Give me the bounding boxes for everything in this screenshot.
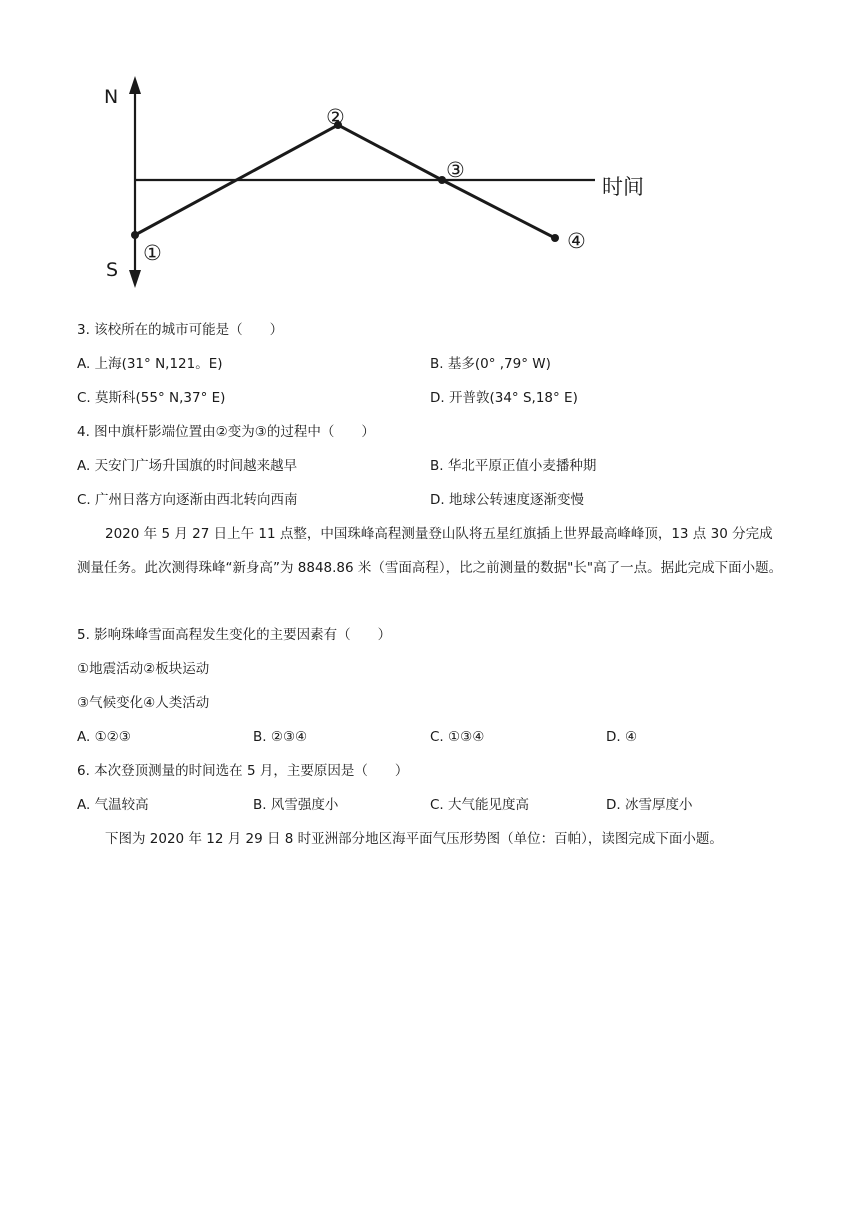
point-3-label: ③ — [446, 158, 465, 182]
time-axis-label: 时间 — [602, 175, 644, 199]
q5-option-a: A. ①②③ — [77, 729, 131, 745]
point-3 — [438, 176, 446, 184]
q5-option-d: D. ④ — [606, 729, 638, 745]
passage-pressure-map: 下图为 2020 年 12 月 29 日 8 时亚洲部分地区海平面气压形势图（单位：百帕），读图完成下面小题。 — [105, 831, 723, 847]
q4-option-b: B. 华北平原正值小麦播种期 — [430, 458, 597, 474]
passage-everest: 2020 年 5 月 27 日上午 11 点整，中国珠峰高程测量登山队将五星红旗插上世界最高峰峰顶，13 点 30 分完成测量任务。此次测得珠峰“新身高”为 8848.86 米（雪面高程），比之前测量的数据"长"高了一点。据此完成下面小题。 — [77, 526, 783, 576]
q4-option-d: D. 地球公转速度逐渐变慢 — [430, 492, 584, 508]
q6-option-d: D. 冰雪厚度小 — [606, 797, 693, 813]
north-arrow — [129, 76, 141, 94]
segment-3-4 — [442, 180, 555, 238]
q5-option-c: C. ①③④ — [430, 729, 485, 745]
q6-option-b: B. 风雪强度小 — [253, 797, 339, 813]
south-label: S — [106, 259, 119, 281]
shadow-position-diagram — [90, 70, 650, 300]
point-1 — [131, 231, 139, 239]
north-label: N — [104, 86, 119, 108]
point-4-label: ④ — [567, 229, 586, 253]
point-2-label: ② — [326, 105, 345, 129]
q3-option-c: C. 莫斯科(55° N,37° E) — [77, 390, 226, 406]
q5-stem: 5. 影响珠峰雪面高程发生变化的主要因素有（ ） — [77, 627, 392, 643]
q4-stem: 4. 图中旗杆影端位置由②变为③的过程中（ ） — [77, 424, 375, 440]
south-arrow — [129, 270, 141, 288]
q5-option-b: B. ②③④ — [253, 729, 308, 745]
q5-factors-line-1: ①地震活动②板块运动 — [77, 661, 210, 677]
q4-option-c: C. 广州日落方向逐渐由西北转向西南 — [77, 492, 298, 508]
q6-option-a: A. 气温较高 — [77, 797, 149, 813]
point-4 — [551, 234, 559, 242]
q6-option-c: C. 大气能见度高 — [430, 797, 530, 813]
q6-stem: 6. 本次登顶测量的时间选在 5 月，主要原因是（ ） — [77, 763, 409, 779]
point-1-label: ① — [143, 241, 162, 265]
q3-option-b: B. 基多(0° ,79° W) — [430, 356, 551, 372]
segment-2-3 — [338, 125, 442, 180]
q3-option-d: D. 开普敦(34° S,18° E) — [430, 390, 578, 406]
q4-option-a: A. 天安门广场升国旗的时间越来越早 — [77, 458, 298, 474]
q5-factors-line-2: ③气候变化④人类活动 — [77, 695, 210, 711]
q3-stem: 3. 该校所在的城市可能是（ ） — [77, 322, 284, 338]
q3-option-a: A. 上海(31° N,121。E) — [77, 356, 223, 372]
